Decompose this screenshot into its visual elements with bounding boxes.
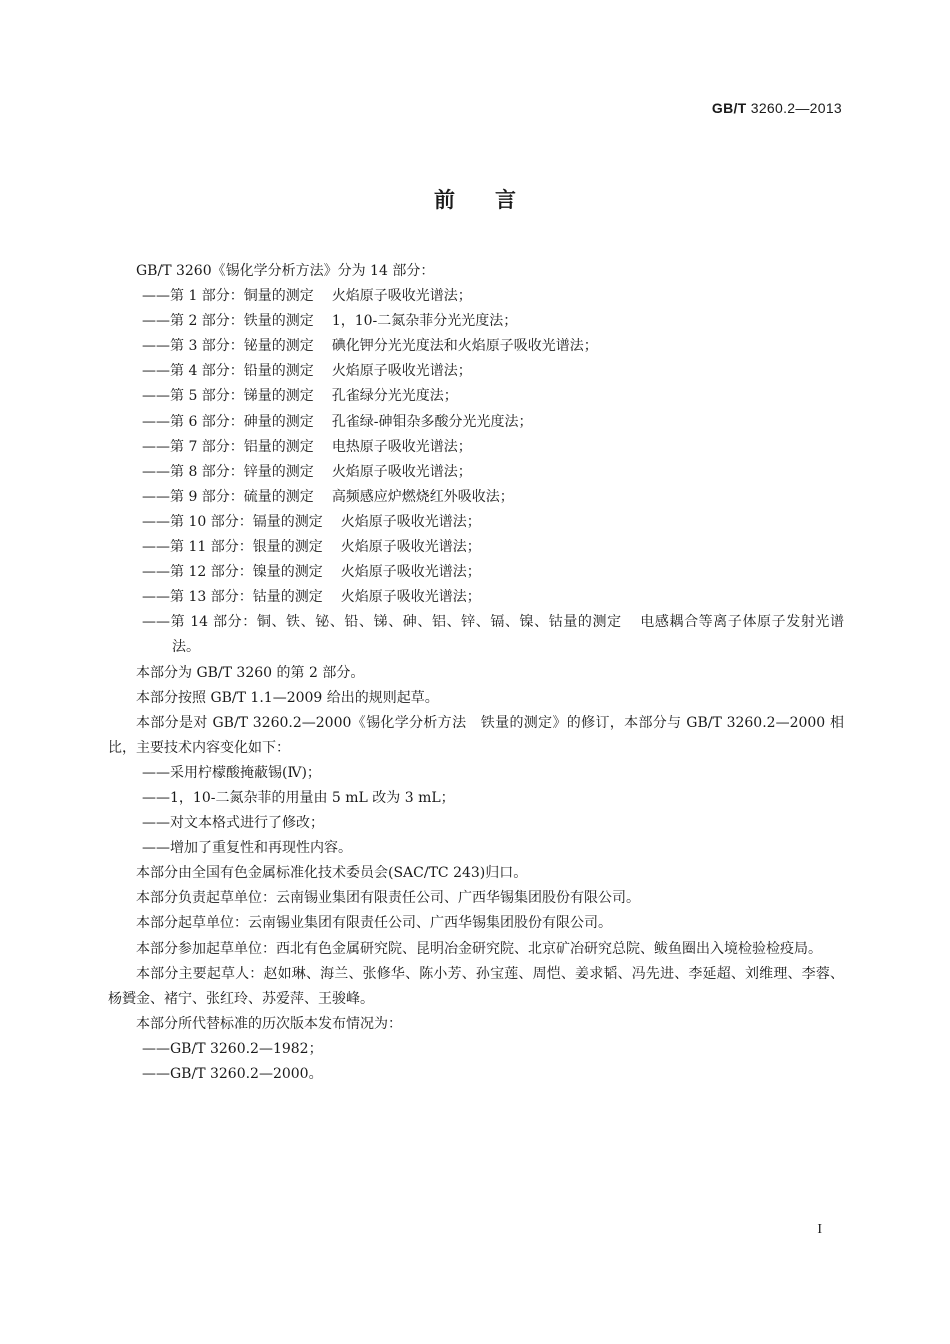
part-item: ——第 4 部分：铅量的测定 火焰原子吸收光谱法； [142, 363, 472, 380]
part-of-paragraph: 本部分为 GB/T 3260 的第 2 部分。 [136, 664, 365, 681]
history-item: ——GB/T 3260.2—2000。 [142, 1066, 323, 1082]
part-item: ——第 14 部分：铜、铁、铋、铅、锑、砷、铝、锌、镉、镍、钴量的测定 电感耦合等离子体原子发射光谱法。 [142, 614, 845, 656]
page-number: I [817, 1222, 822, 1237]
intro-paragraph: GB/T 3260《锡化学分析方法》分为 14 部分： [136, 263, 435, 279]
part-item: ——第 7 部分：铝量的测定 电热原子吸收光谱法； [142, 438, 472, 455]
part-item: ——第 1 部分：铜量的测定 火焰原子吸收光谱法； [142, 288, 472, 305]
change-item: ——采用柠檬酸掩蔽锡(Ⅳ)； [142, 764, 321, 781]
part-item: ——第 9 部分：硫量的测定 高频感应炉燃烧红外吸收法； [142, 488, 514, 505]
part-item: ——第 12 部分：镍量的测定 火焰原子吸收光谱法； [142, 564, 481, 581]
foreword-body [108, 259, 844, 1087]
part-item: ——第 13 部分：钴量的测定 火焰原子吸收光谱法； [142, 589, 481, 606]
change-item: ——增加了重复性和再现性内容。 [142, 840, 352, 857]
part-item: ——第 3 部分：铋量的测定 碘化钾分光光度法和火焰原子吸收光谱法； [142, 338, 598, 355]
page-title: 前言 [434, 188, 556, 212]
history-item: ——GB/T 3260.2—1982； [142, 1040, 323, 1057]
standard-prefix: GB/T [711, 100, 747, 116]
drafting-units-paragraph: 本部分起草单位：云南锡业集团有限责任公司、广西华锡集团股份有限公司。 [136, 915, 612, 932]
part-item: ——第 8 部分：锌量的测定 火焰原子吸收光谱法； [142, 463, 472, 480]
standard-code [712, 100, 842, 116]
rules-paragraph: 本部分按照 GB/T 1.1—2009 给出的规则起草。 [136, 689, 439, 706]
participating-units-paragraph: 本部分参加起草单位：西北有色金属研究院、昆明冶金研究院、北京矿冶研究总院、鲅鱼圈出入境检验检疫局。 [136, 940, 822, 957]
part-item: ——第 6 部分：砷量的测定 孔雀绿-砷钼杂多酸分光光度法； [142, 413, 533, 430]
responsible-units-paragraph: 本部分负责起草单位：云南锡业集团有限责任公司、广西华锡集团股份有限公司。 [136, 890, 640, 907]
history-paragraph: 本部分所代替标准的历次版本发布情况为： [136, 1015, 402, 1032]
drafters-paragraph: 本部分主要起草人：赵如琳、海兰、张修华、陈小芳、孙宝莲、周恺、姜求韬、冯先进、李延超、刘维理、李蓉、杨贇金、褚宁、张红玲、苏爱萍、王骏峰。 [108, 965, 844, 1007]
parts-list [108, 284, 844, 660]
change-item: ——1，10-二氮杂菲的用量由 5 mL 改为 3 mL； [142, 789, 455, 806]
change-item: ——对文本格式进行了修改； [142, 815, 324, 832]
changes-list [108, 761, 844, 861]
part-item: ——第 2 部分：铁量的测定 1，10-二氮杂菲分光光度法； [142, 313, 518, 330]
part-item: ——第 5 部分：锑量的测定 孔雀绿分光光度法； [142, 388, 458, 405]
revision-paragraph: 本部分是对 GB/T 3260.2—2000《锡化学分析方法 铁量的测定》的修订，本部分与 GB/T 3260.2—2000 相比，主要技术内容变化如下： [108, 714, 844, 756]
standard-number: 3260.2—2013 [750, 100, 842, 116]
history-list [108, 1037, 844, 1087]
part-item: ——第 10 部分：镉量的测定 火焰原子吸收光谱法； [142, 513, 481, 530]
part-item: ——第 11 部分：银量的测定 火焰原子吸收光谱法； [142, 539, 481, 556]
proposed-paragraph: 本部分由全国有色金属标准化技术委员会(SAC/TC 243)归口。 [136, 865, 528, 882]
